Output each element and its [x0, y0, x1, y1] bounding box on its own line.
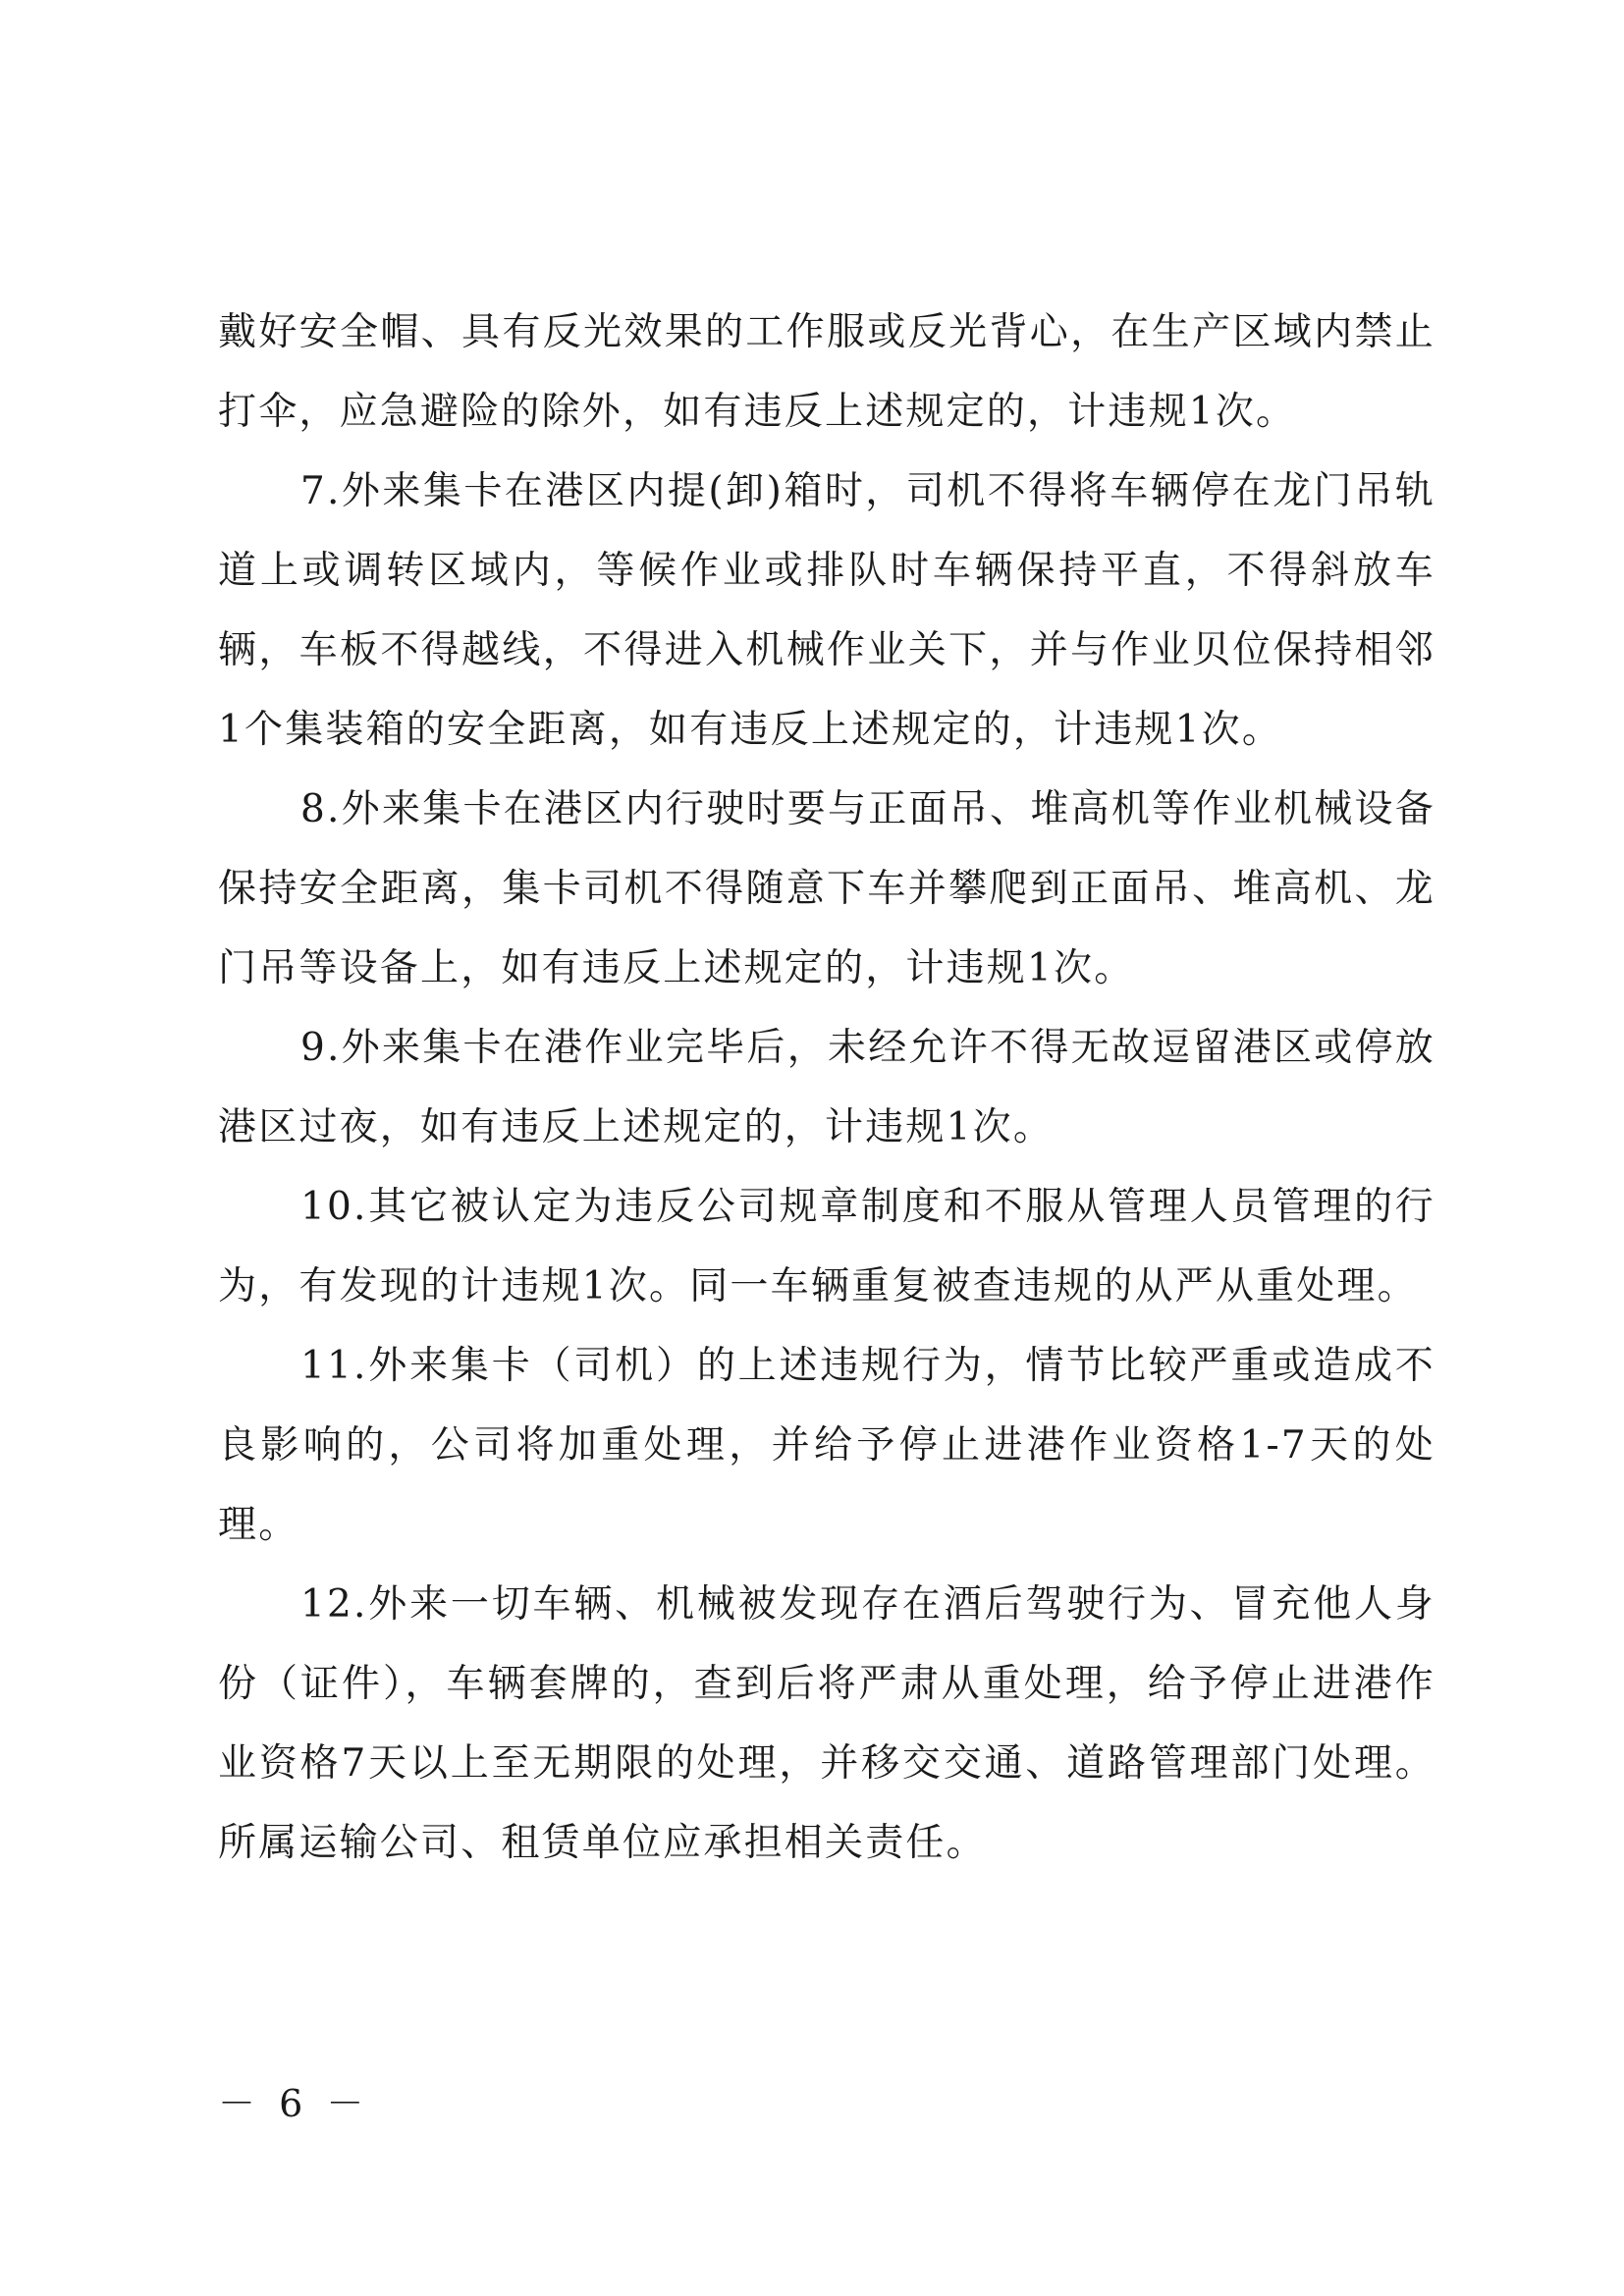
document-body: [218, 293, 1435, 1883]
page-number: － 6 －: [218, 2082, 370, 2125]
paragraph-item-9: 9.外来集卡在港作业完毕后，未经允许不得无故逗留港区或停放港区过夜，如有违反上述规定的，计违规1次。: [218, 1026, 1435, 1149]
paragraph-item-8: 8.外来集卡在港区内行驶时要与正面吊、堆高机等作业机械设备保持安全距离，集卡司机不得随意下车并攀爬到正面吊、堆高机、龙门吊等设备上，如有违反上述规定的，计违规1次。: [218, 787, 1435, 990]
paragraph-item-7: 7.外来集卡在港区内提(卸)箱时，司机不得将车辆停在龙门吊轨道上或调转区域内，等候作业或排队时车辆保持平直，不得斜放车辆，车板不得越线，不得进入机械作业关下，并与作业贝位保持相邻1个集装箱的安全距离，如有违反上述规定的，计违规1次。: [218, 469, 1435, 752]
paragraph-item-10: 10.其它被认定为违反公司规章制度和不服从管理人员管理的行为，有发现的计违规1次。同一车辆重复被查违规的从严从重处理。: [218, 1185, 1435, 1308]
paragraph-item-11: 11.外来集卡（司机）的上述违规行为，情节比较严重或造成不良影响的，公司将加重处理，并给予停止进港作业资格1-7天的处理。: [218, 1344, 1435, 1547]
paragraph-item-12: 12.外来一切车辆、机械被发现存在酒后驾驶行为、冒充他人身份（证件），车辆套牌的，查到后将严肃从重处理，给予停止进港作业资格7天以上至无期限的处理，并移交交通、道路管理部门处理。所属运输公司、租赁单位应承担相关责任。: [218, 1582, 1435, 1865]
paragraph-continued: 戴好安全帽、具有反光效果的工作服或反光背心，在生产区域内禁止打伞，应急避险的除外，如有违反上述规定的，计违规1次。: [218, 310, 1435, 434]
